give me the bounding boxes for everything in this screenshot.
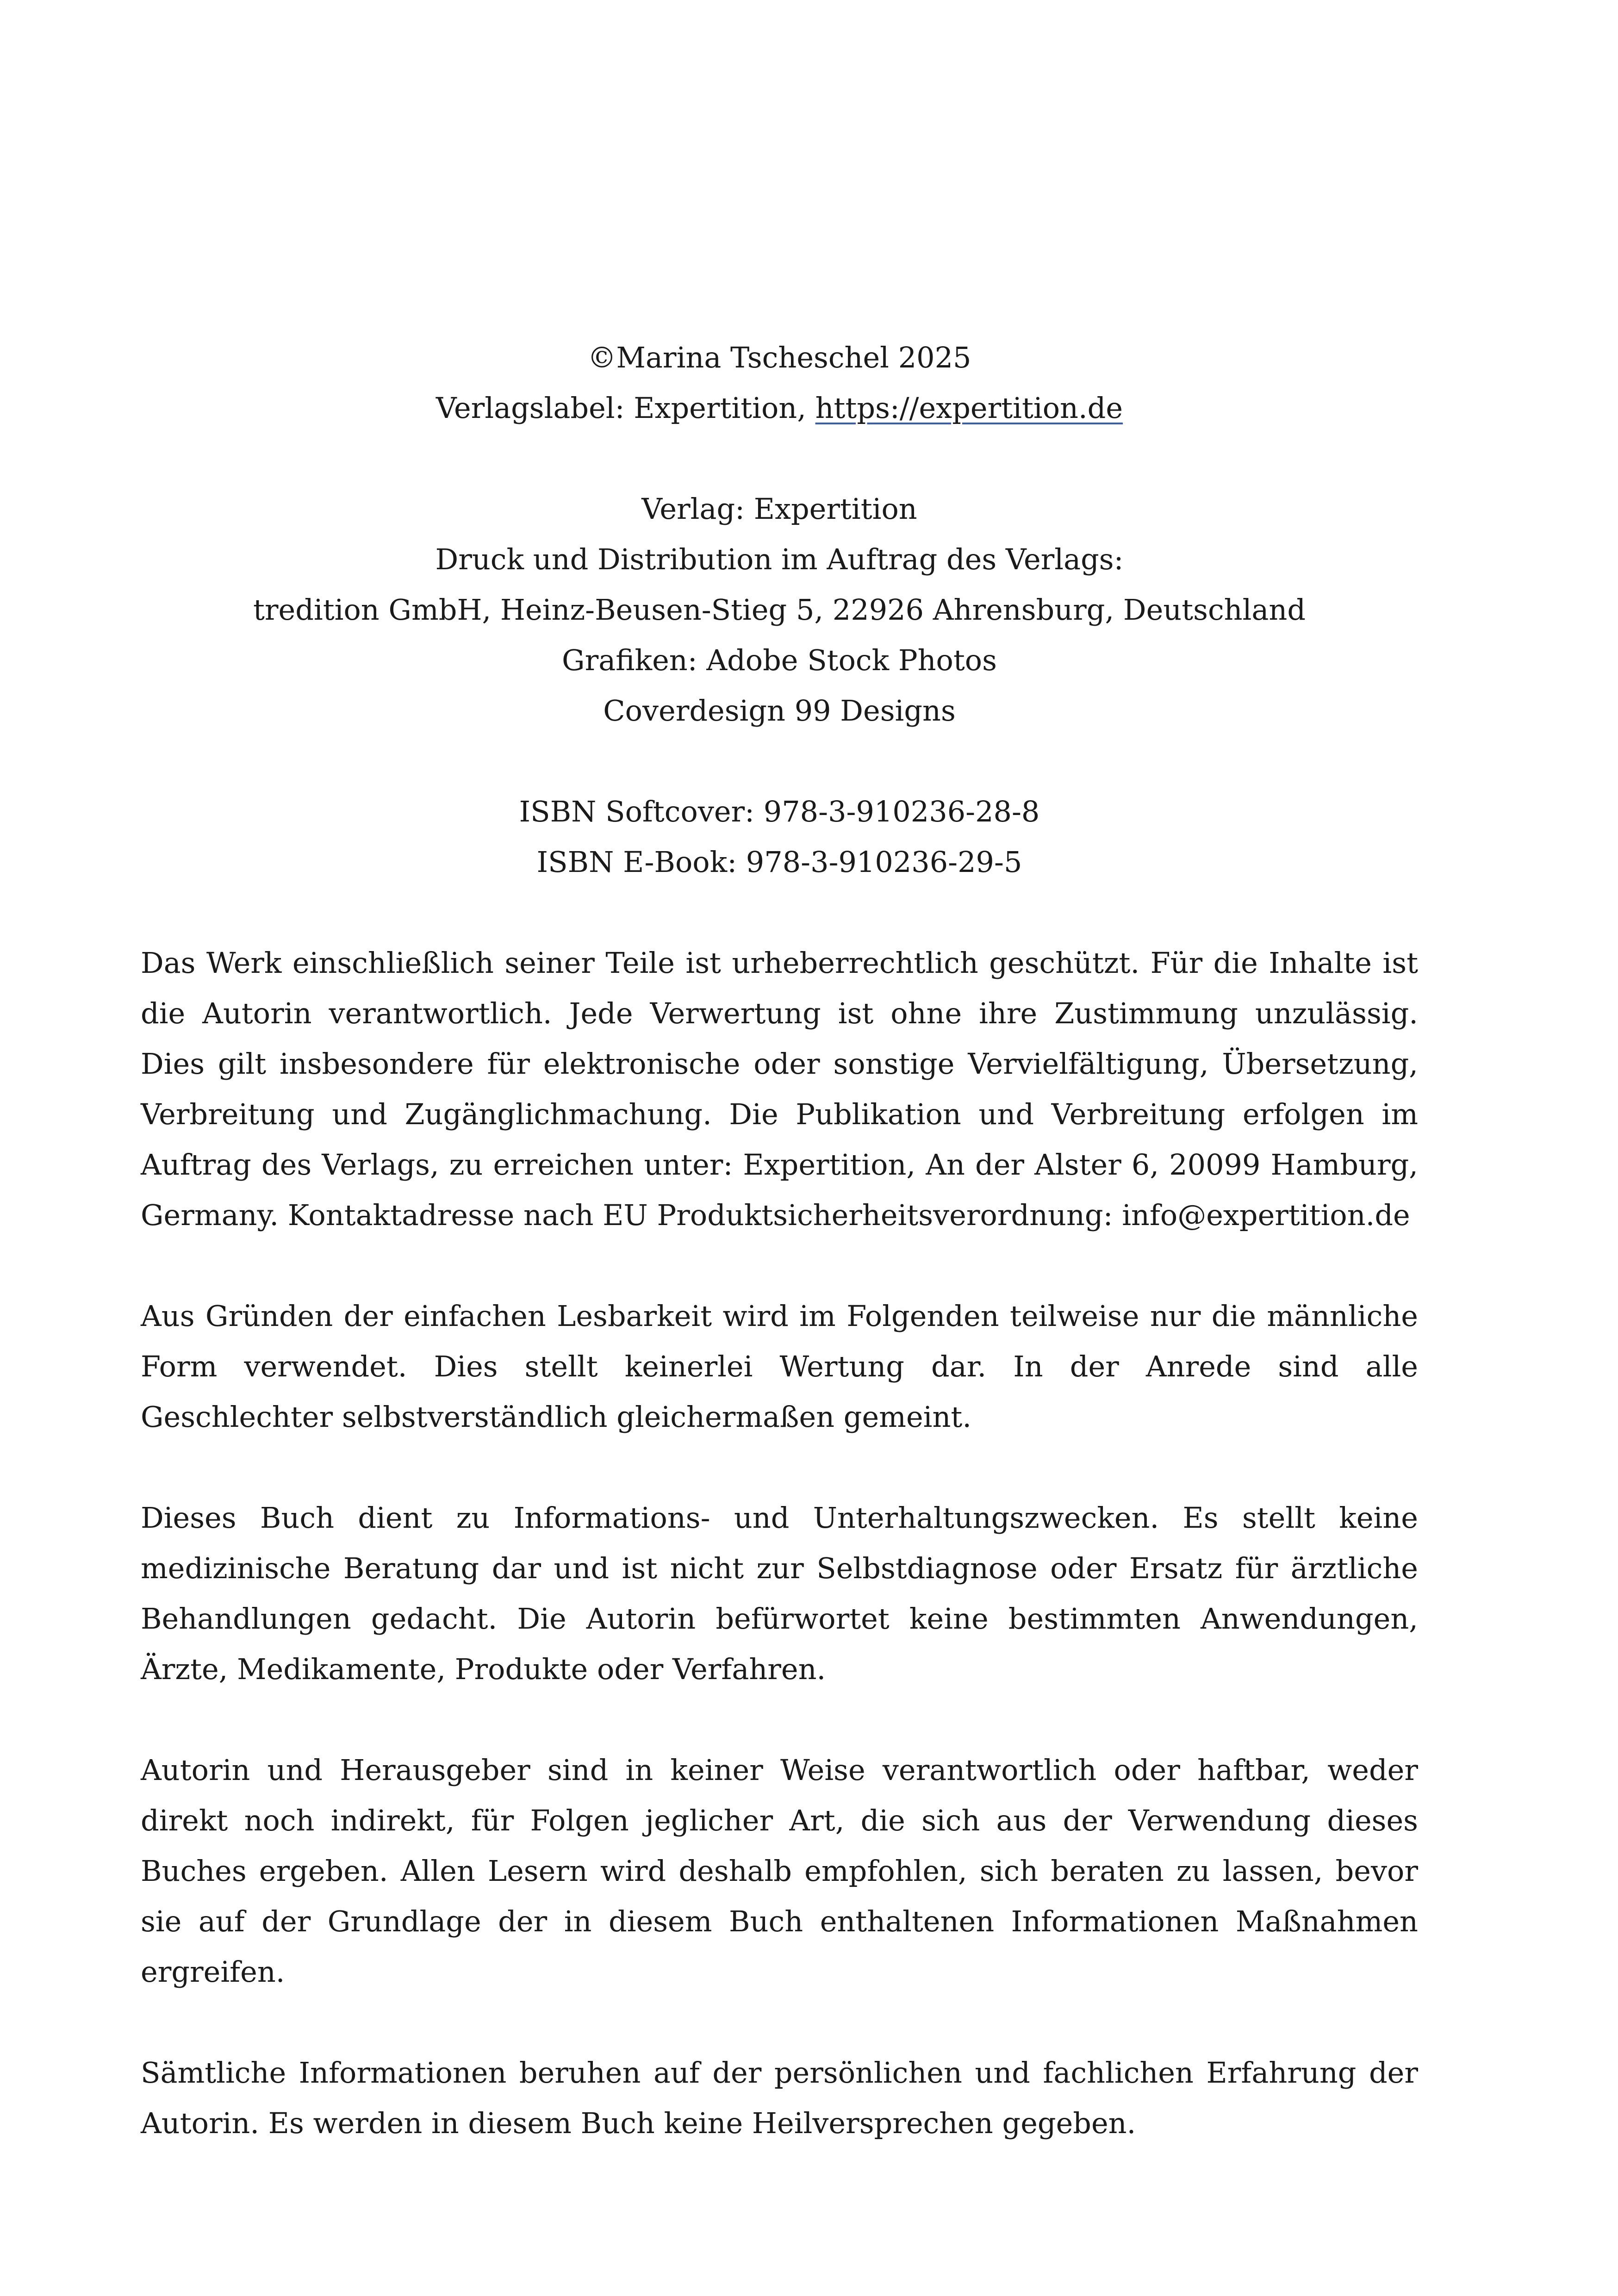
- publisher-label-line: [141, 383, 1418, 433]
- isbn-ebook-line: ISBN E-Book: 978-3-910236-29-5: [536, 845, 1022, 879]
- liability-disclaimer-paragraph: Autorin und Herausgeber sind in keiner Weise verantwortlich oder haftbar, weder direkt noch indirekt, für Folgen jeglicher Art, die sich aus der Verwendung dieses Buches ergeben. Allen Lesern wird deshalb empfohlen, sich beraten zu lassen, bevor sie auf der Grundlage der in diesem Buch enthaltenen Informationen Maßnahmen ergreifen.: [141, 1753, 1418, 1989]
- isbn-block: [141, 786, 1418, 887]
- medical-disclaimer-paragraph: Dieses Buch dient zu Informations- und Unterhaltungszwecken. Es stellt keine medizinische Beratung dar und ist nicht zur Selbstdiagnose oder Ersatz für ärztliche Behandlungen gedacht. Die Autorin befürwortet keine bestimmten Anwendungen, Ärzte, Medikamente, Produkte oder Verfahren.: [141, 1501, 1418, 1686]
- print-distribution-line: Druck und Distribution im Auftrag des Verlags:: [435, 542, 1124, 576]
- copyright-block: [141, 332, 1418, 433]
- copyright-notice-paragraph: Das Werk einschließlich seiner Teile ist urheberrechtlich geschützt. Für die Inhalte ist die Autorin verantwortlich. Jede Verwertung ist ohne ihre Zustimmung unzulässig. Dies gilt insbesondere für elektronische oder sonstige Vervielfältigung, Übersetzung, Verbreitung und Zugänglichmachung. Die Publikation und Verbreitung erfolgen im Auftrag des Verlags, zu erreichen unter: Expertition, An der Alster 6, 20099 Hamburg, Germany. Kontaktadresse nach EU Produktsicherheitsverordnung: info@expertition.de: [141, 946, 1418, 1232]
- publisher-label-text: Verlagslabel: Expertition,: [436, 391, 815, 425]
- gender-notice-paragraph: Aus Gründen der einfachen Lesbarkeit wird im Folgenden teilweise nur die männliche Form verwendet. Dies stellt keinerlei Wertung dar. In der Anrede sind alle Geschlechter selbstverständlich gleichermaßen gemeint.: [141, 1299, 1418, 1434]
- isbn-softcover-line: ISBN Softcover: 978-3-910236-28-8: [519, 795, 1040, 828]
- publisher-website-link[interactable]: https://expertition.de: [815, 391, 1123, 425]
- publisher-block: [141, 484, 1418, 736]
- printer-address-line: tredition GmbH, Heinz-Beusen-Stieg 5, 22926 Ahrensburg, Deutschland: [253, 593, 1306, 627]
- publisher-line: Verlag: Expertition: [641, 492, 917, 526]
- copyright-line: ©Marina Tscheschel 2025: [587, 341, 971, 374]
- graphics-credit-line: Grafiken: Adobe Stock Photos: [562, 643, 997, 677]
- imprint-content: [141, 332, 1418, 2199]
- experience-notice-paragraph: Sämtliche Informationen beruhen auf der persönlichen und fachlichen Erfahrung der Autorin. Es werden in diesem Buch keine Heilversprechen gegeben.: [141, 2056, 1418, 2140]
- cover-credit-line: Coverdesign 99 Designs: [603, 694, 956, 728]
